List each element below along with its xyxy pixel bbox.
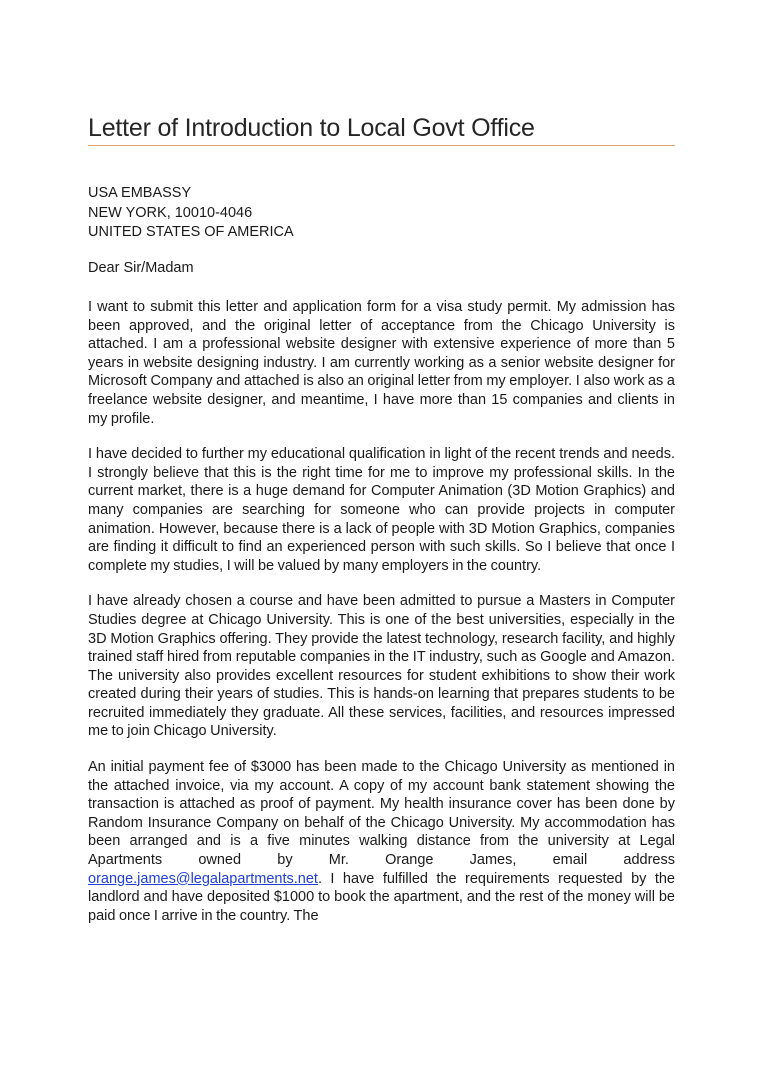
- address-line: NEW YORK, 10010-4046: [88, 204, 253, 221]
- title-divider: [88, 145, 675, 146]
- body-paragraph: I have decided to further my educational qualification in light of the recent trends and needs. I strongly believe that this is the right time for me to improve my professional skills. In the current market, there is a huge demand for Computer Animation (3D Motion Graphics) and many companies are searching for someone who can provide projects in computer animation. However, because there is a lack of people with 3D Motion Graphics, companies are finding it difficult to find an experienced person with such skills. So I believe that once I complete my studies, I will be valued by many employers in the country.: [88, 446, 675, 574]
- payment-text-before-link: An initial payment fee of $3000 has been made to the Chicago University as mentioned in the attached invoice, via my account. A copy of my account bank statement showing the transaction is attached as proof of payment. My health insurance cover has been done by Random Insurance Company on behalf of the Chicago University. My accommodation has been arranged and is a five minutes walking distance from the university at Legal Apartments owned by Mr. Orange James, email address: [88, 759, 675, 869]
- body-paragraph-payment: [88, 758, 675, 925]
- payment-text-after-link: . I have fulfilled the requirements requested by the landlord and have deposited $1000 to book the apartment, and the rest of the money will be paid once I arrive in the country. The: [88, 870, 675, 924]
- body-paragraph: I want to submit this letter and application form for a visa study permit. My admission has been approved, and the original letter of acceptance from the Chicago University is attached. I am a professional website designer with extensive experience of more than 5 years in website designing industry. I am currently working as a senior website designer for Microsoft Company and attached is also an original letter from my employer. I also work as a freelance website designer, and meantime, I have more than 15 companies and clients in my profile.: [88, 299, 675, 427]
- body-paragraph: I have already chosen a course and have been admitted to pursue a Masters in Computer Studies degree at Chicago University. This is one of the best universities, especially in the 3D Motion Graphics offering. They provide the latest technology, research facility, and highly trained staff hired from reputable companies in the IT industry, such as Google and Amazon. The university also provides excellent resources for student exhibitions to show their work created during their years of studies. This is hands-on learning that prepares students to be recruited immediately they graduate. All these services, facilities, and resources impressed me to join Chicago University.: [88, 593, 675, 740]
- letter-body: [88, 298, 675, 942]
- salutation: Dear Sir/Madam: [88, 260, 194, 276]
- address-line: USA EMBASSY: [88, 185, 192, 201]
- address-line: UNITED STATES OF AMERICA: [88, 224, 294, 240]
- recipient-address: [88, 184, 675, 243]
- document-title: Letter of Introduction to Local Govt Office: [88, 114, 535, 142]
- email-link[interactable]: orange.james@legalapartments.net: [88, 870, 318, 887]
